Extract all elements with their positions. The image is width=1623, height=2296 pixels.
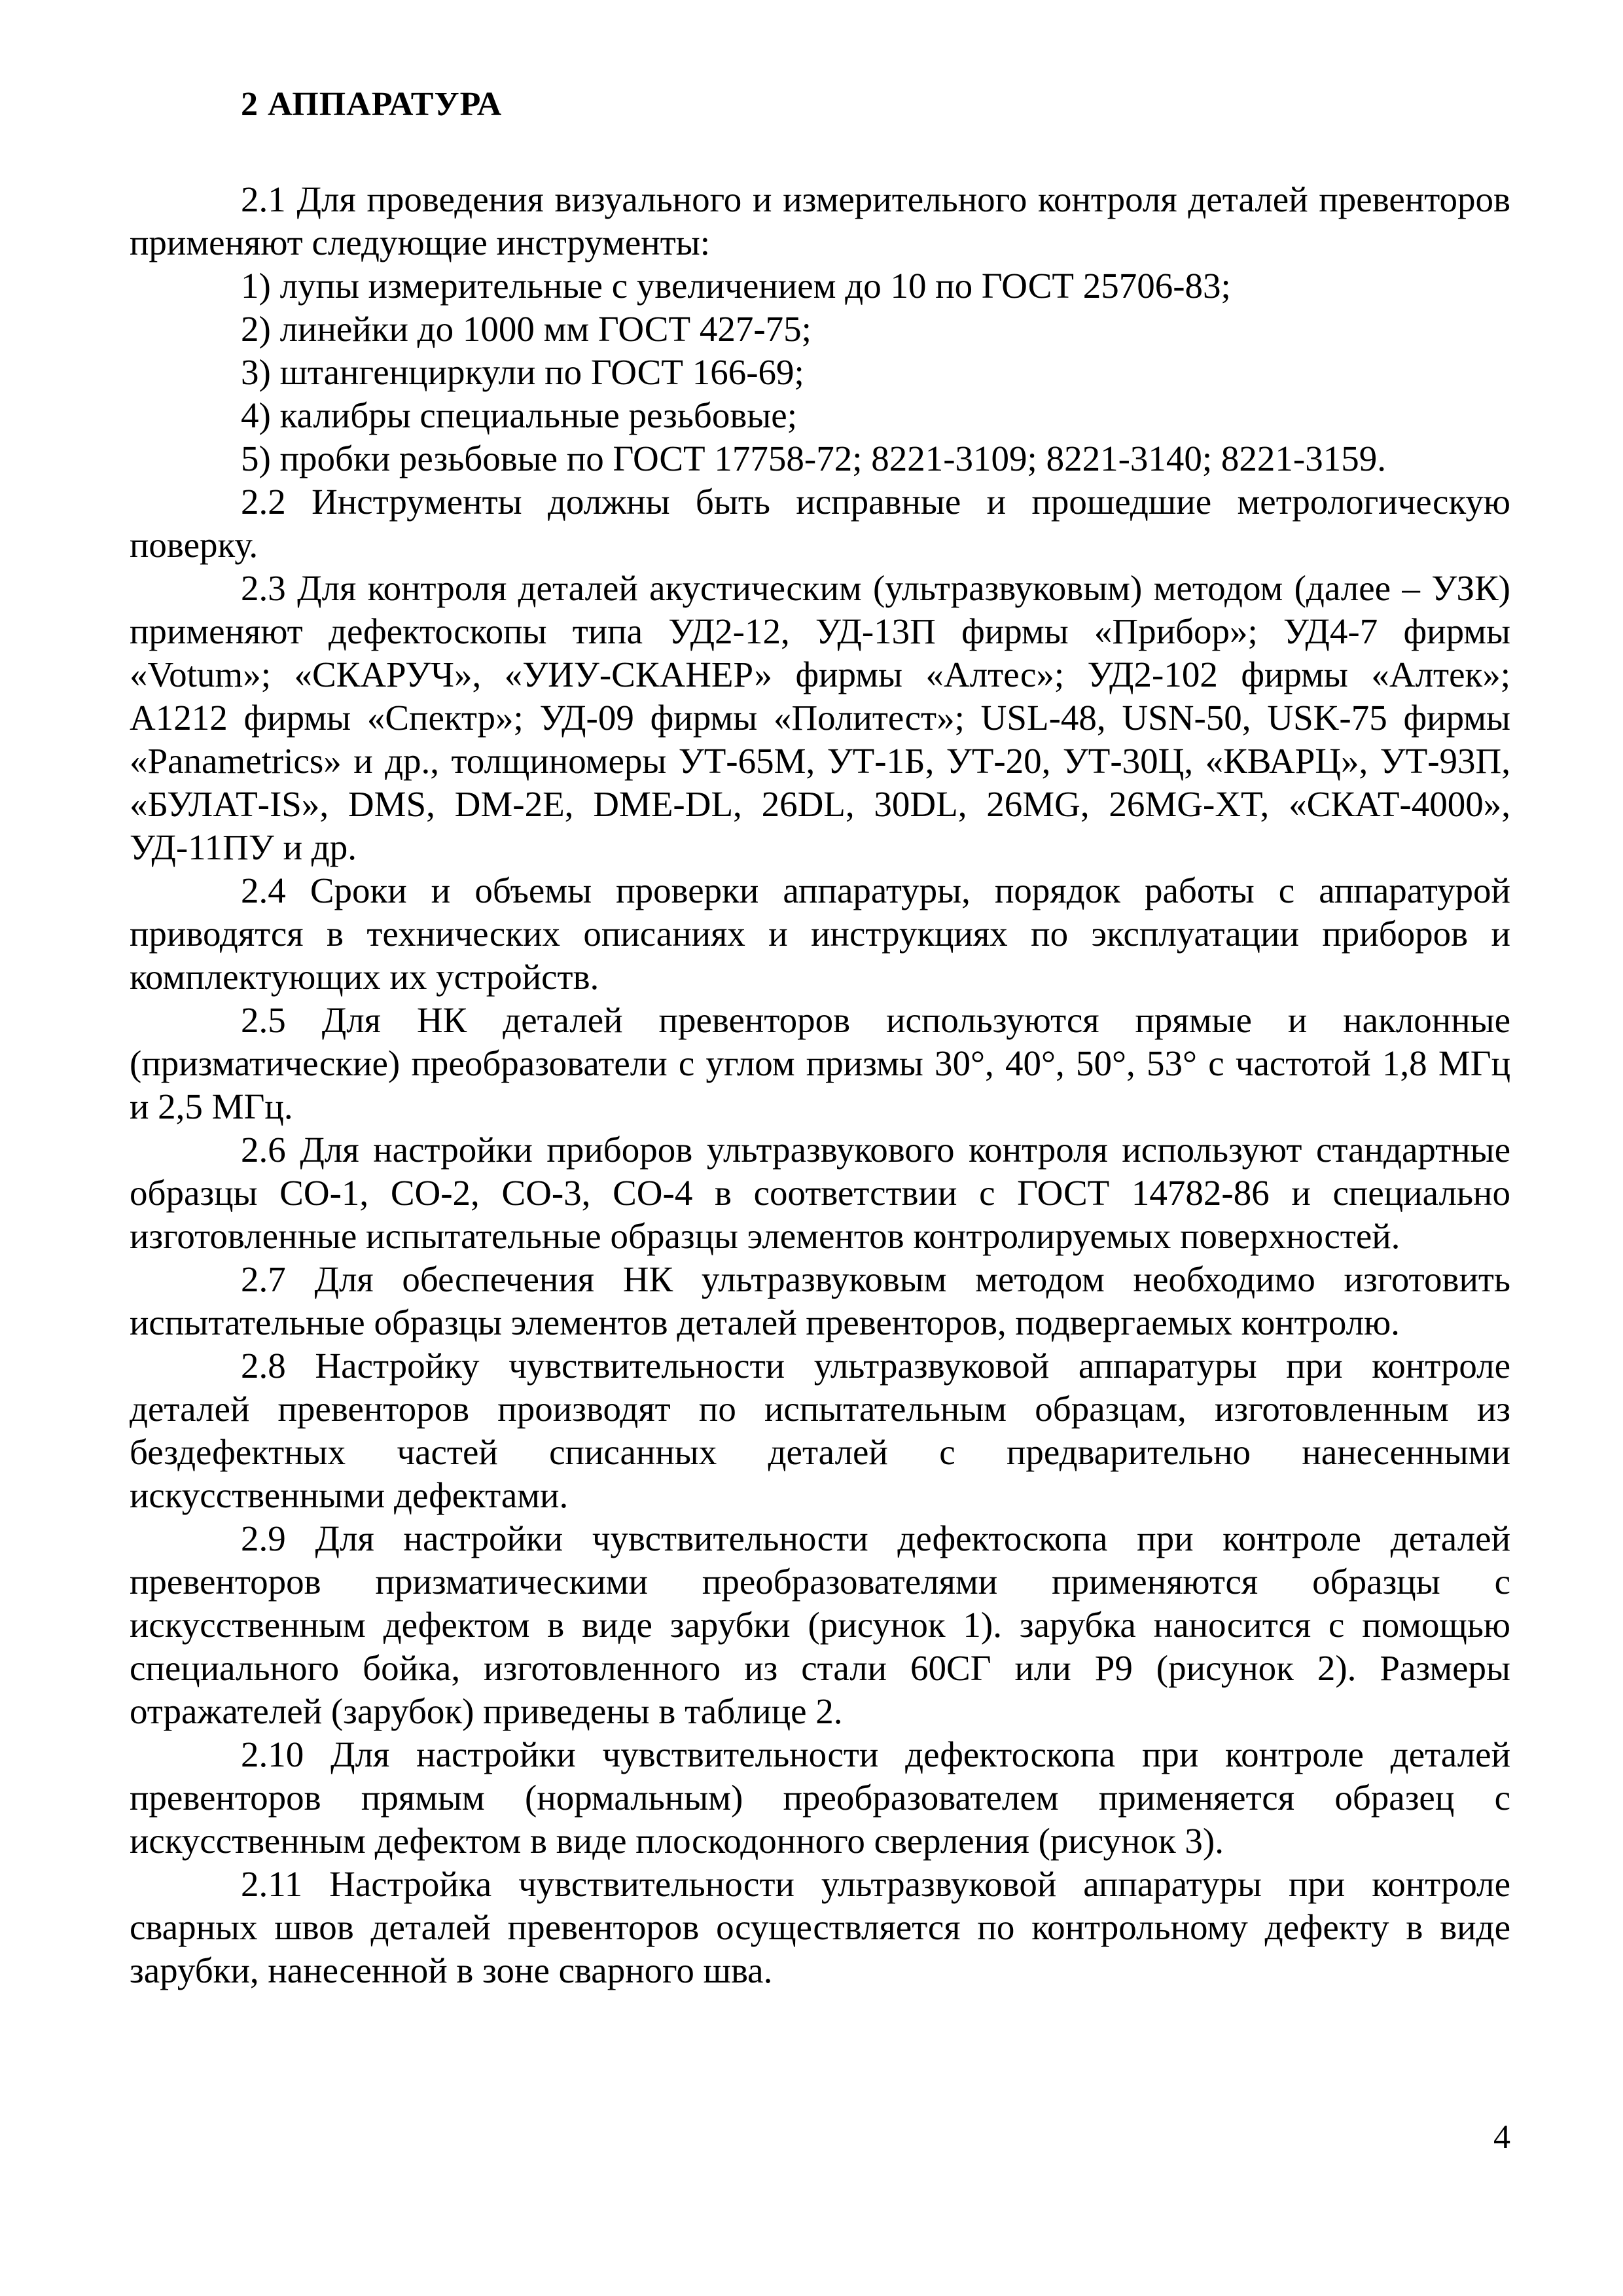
document-page xyxy=(130,79,1510,1992)
list-item: 1) лупы измерительные с увеличением до 10 по ГОСТ 25706-83; xyxy=(241,266,1231,306)
page-number: 4 xyxy=(1493,2119,1510,2156)
section-title: 2 АППАРАТУРА xyxy=(241,86,503,123)
paragraph-2-4: 2.4 Сроки и объемы проверки аппаратуры, порядок работы с аппаратурой приводятся в технических описаниях и инструкциях по эксплуатации приборов и комплектующих их устройств. xyxy=(130,870,1510,997)
paragraph-2-5: 2.5 Для НК деталей превенторов используются прямые и наклонные (призматические) преобразователи с углом призмы 30°, 40°, 50°, 53° с частотой 1,8 МГц и 2,5 МГц. xyxy=(130,1000,1510,1126)
paragraph-2-3: 2.3 Для контроля деталей акустическим (ультразвуковым) методом (далее – УЗК) применяют дефектоскопы типа УД2-12, УД-13П фирмы «Прибор»; УД4-7 фирмы «Votum»; «СКАРУЧ», «УИУ-СКАНЕР» фирмы «Алтес»; УД2-102 фирмы «Алтек»; А1212 фирмы «Спектр»; УД-09 фирмы «Политест»; USL-48, USN-50, USK-75 фирмы «Panametrics» и др., толщиномеры УТ-65М, УТ-1Б, УТ-20, УТ-30Ц, «КВАРЦ», УТ-93П, «БУЛАТ-IS», DMS, DM-2E, DME-DL, 26DL, 30DL, 26MG, 26MG-XT, «СКАТ-4000», УД-11ПУ и др. xyxy=(130,568,1510,867)
paragraph-2-1: 2.1 Для проведения визуального и измерительного контроля деталей превенторов применяют следующие инструменты: xyxy=(130,179,1510,262)
instrument-list xyxy=(130,264,1510,480)
paragraph-2-6: 2.6 Для настройки приборов ультразвукового контроля используют стандартные образцы СО-1, СО-2, СО-3, СО-4 в соответствии с ГОСТ 14782-86 и специально изготовленные испытательные образцы элементов контролируемых поверхностей. xyxy=(130,1130,1510,1256)
paragraph-2-9: 2.9 Для настройки чувствительности дефектоскопа при контроле деталей превенторов призматическими преобразователями применяются образцы с искусственным дефектом в виде зарубки (рисунок 1). зарубка наносится с помощью специального бойка, изготовленного из стали 60СГ или Р9 (рисунок 2). Размеры отражателей (зарубок) приведены в таблице 2. xyxy=(130,1518,1510,1731)
paragraph-2-7: 2.7 Для обеспечения НК ультразвуковым методом необходимо изготовить испытательные образцы элементов деталей превенторов, подвергаемых контролю. xyxy=(130,1259,1510,1342)
paragraph-2-2: 2.2 Инструменты должны быть исправные и прошедшие метрологическую поверку. xyxy=(130,482,1510,565)
list-item: 2) линейки до 1000 мм ГОСТ 427-75; xyxy=(241,309,812,349)
paragraph-2-11: 2.11 Настройка чувствительности ультразвуковой аппаратуры при контроле сварных швов деталей превенторов осуществляется по контрольному дефекту в виде зарубки, нанесенной в зоне сварного шва. xyxy=(130,1864,1510,1990)
paragraph-2-8: 2.8 Настройку чувствительности ультразвуковой аппаратуры при контроле деталей превенторов производят по испытательным образцам, изготовленным из бездефектных частей списанных деталей с предварительно нанесенными искусственными дефектами. xyxy=(130,1346,1510,1515)
list-item: 3) штангенциркули по ГОСТ 166-69; xyxy=(241,352,804,392)
list-item: 5) пробки резьбовые по ГОСТ 17758-72; 8221-3109; 8221-3140; 8221-3159. xyxy=(241,439,1386,478)
paragraph-2-10: 2.10 Для настройки чувствительности дефектоскопа при контроле деталей превенторов прямым (нормальным) преобразователем применяется образец с искусственным дефектом в виде плоскодонного сверления (рисунок 3). xyxy=(130,1734,1510,1861)
list-item: 4) калибры специальные резьбовые; xyxy=(241,395,798,435)
